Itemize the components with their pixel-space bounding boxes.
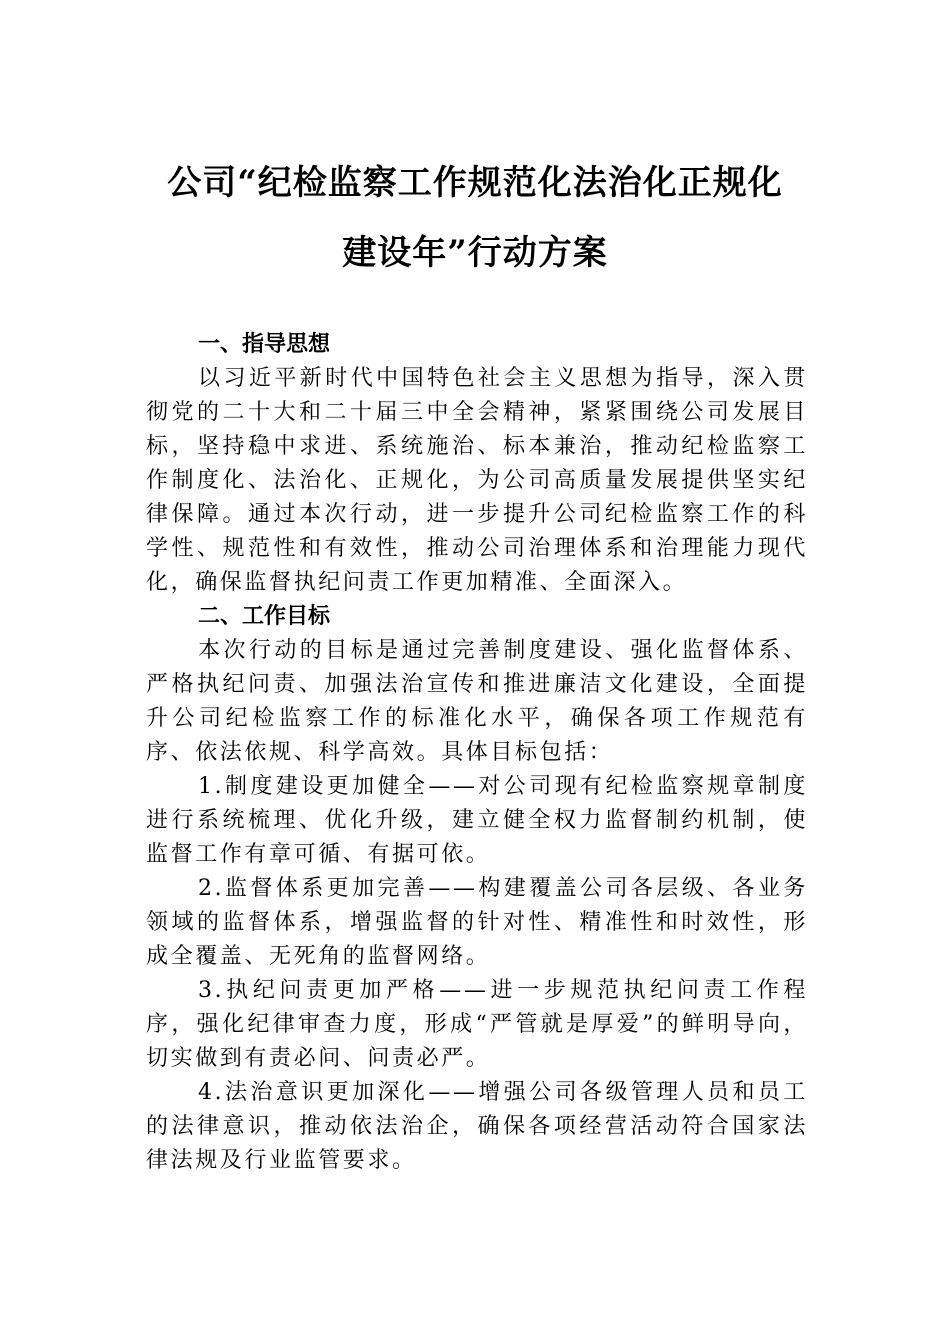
- goal-item-3: 3.执纪问责更加严格——进一步规范执纪问责工作程序，强化纪律审查力度，形成“严管就是厚爱”的鲜明导向，切实做到有责必问、问责必严。: [146, 978, 808, 1071]
- paragraph-guiding-ideology: 以习近平新时代中国特色社会主义思想为指导，深入贯彻党的二十大和二十届三中全会精神，紧紧围绕公司发展目标，坚持稳中求进、系统施治、标本兼治，推动纪检监察工作制度化、法治化、正规化，为公司高质量发展提供坚实纪律保障。通过本次行动，进一步提升公司纪检监察工作的科学性、规范性和有效性，推动公司治理体系和治理能力现代化，确保监督执纪问责工作更加精准、全面深入。: [146, 366, 808, 595]
- document-title-line-2: 建设年”行动方案: [342, 233, 608, 273]
- section-heading-guiding-ideology: 一、指导思想: [198, 332, 331, 357]
- goal-item-1: 1.制度建设更加健全——对公司现有纪检监察规章制度进行系统梳理、优化升级，建立健全权力监督制约机制，使监督工作有章可循、有据可依。: [146, 774, 808, 867]
- section-heading-work-goals: 二、工作目标: [198, 604, 331, 629]
- document-title-line-1: 公司“纪检监察工作规范化法治化正规化: [167, 163, 783, 203]
- document-body: [146, 328, 808, 1178]
- goal-item-4: 4.法治意识更加深化——增强公司各级管理人员和员工的法律意识，推动依法治企，确保各项经营活动符合国家法律法规及行业监管要求。: [146, 1080, 808, 1173]
- goal-item-2: 2.监督体系更加完善——构建覆盖公司各层级、各业务领域的监督体系，增强监督的针对性、精准性和时效性，形成全覆盖、无死角的监督网络。: [146, 876, 808, 969]
- paragraph-work-goals-intro: 本次行动的目标是通过完善制度建设、强化监督体系、严格执纪问责、加强法治宣传和推进廉洁文化建设，全面提升公司纪检监察工作的标准化水平，确保各项工作规范有序、依法依规、科学高效。具体目标包括：: [146, 638, 808, 765]
